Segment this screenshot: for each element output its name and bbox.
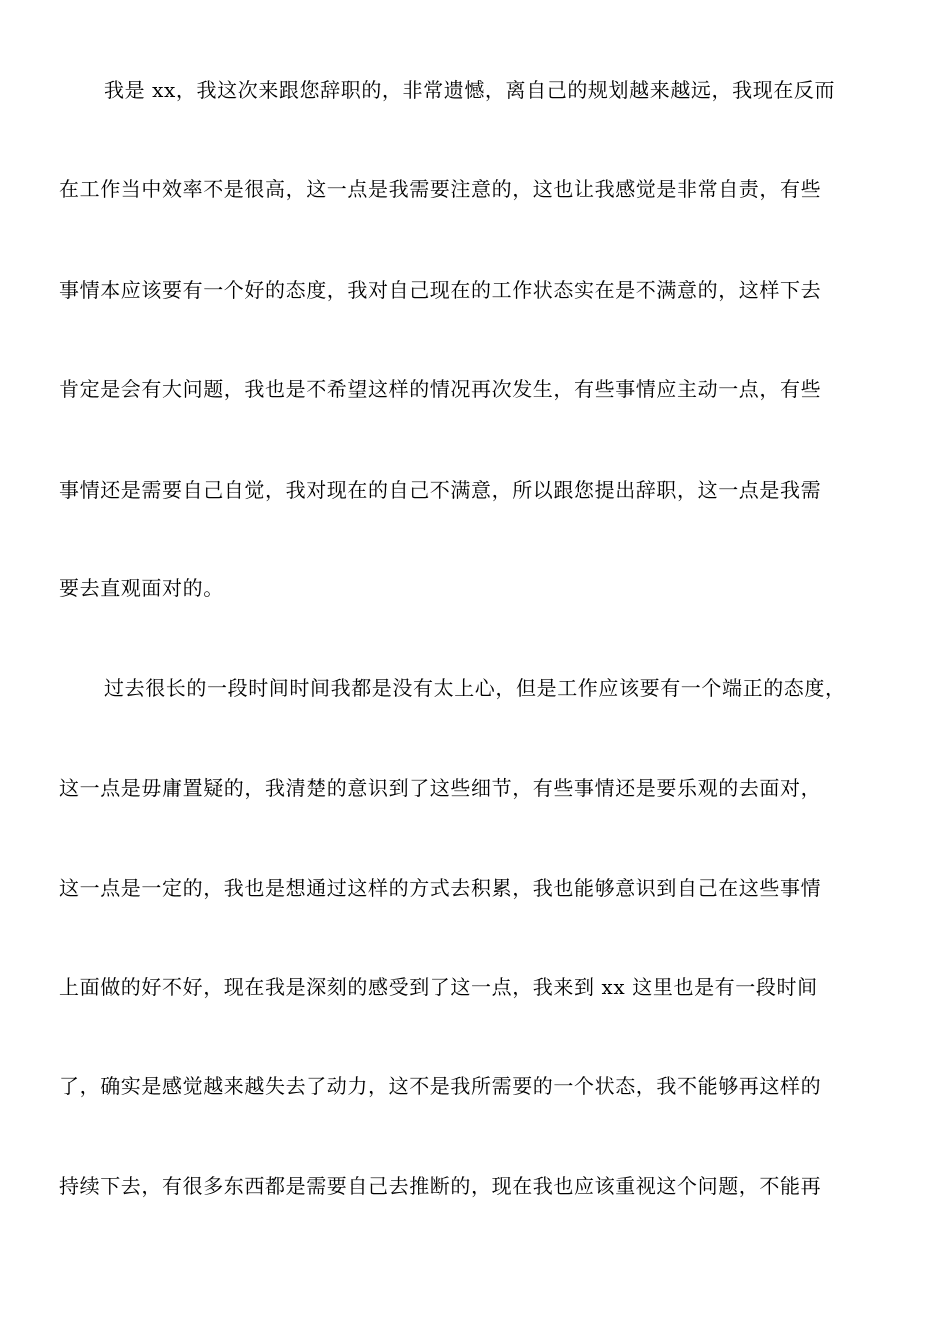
paragraph-2-line-2: 这一点是毋庸置疑的，我清楚的意识到了这些细节，有些事情还是要乐观的去面对， <box>59 776 822 800</box>
paragraph-2-line-4: 上面做的好不好，现在我是深刻的感受到了这一点，我来到 xx 这里也是有一段时间 <box>59 975 818 999</box>
paragraph-1-line-4: 肯定是会有大问题，我也是不希望这样的情况再次发生，有些事情应主动一点，有些 <box>59 377 822 401</box>
paragraph-2-line-3: 这一点是一定的，我也是想通过这样的方式去积累，我也能够意识到自己在这些事情 <box>59 876 822 900</box>
paragraph-1-line-3: 事情本应该要有一个好的态度，我对自己现在的工作状态实在是不满意的，这样下去 <box>59 278 822 302</box>
paragraph-2-line-6: 持续下去，有很多东西都是需要自己去推断的，现在我也应该重视这个问题，不能再 <box>59 1174 822 1198</box>
paragraph-1-line-2: 在工作当中效率不是很高，这一点是我需要注意的，这也让我感觉是非常自责，有些 <box>59 177 822 201</box>
paragraph-1-line-5: 事情还是需要自己自觉，我对现在的自己不满意，所以跟您提出辞职，这一点是我需 <box>59 478 822 502</box>
paragraph-2-line-5: 了，确实是感觉越来越失去了动力，这不是我所需要的一个状态，我不能够再这样的 <box>59 1074 822 1098</box>
paragraph-1-line-1: 我是 xx，我这次来跟您辞职的，非常遗憾，离自己的规划越来越远，我现在反而 <box>104 78 836 102</box>
paragraph-2-line-1: 过去很长的一段时间时间我都是没有太上心，但是工作应该要有一个端正的态度， <box>104 676 846 700</box>
paragraph-1-line-6: 要去直观面对的。 <box>59 576 224 600</box>
